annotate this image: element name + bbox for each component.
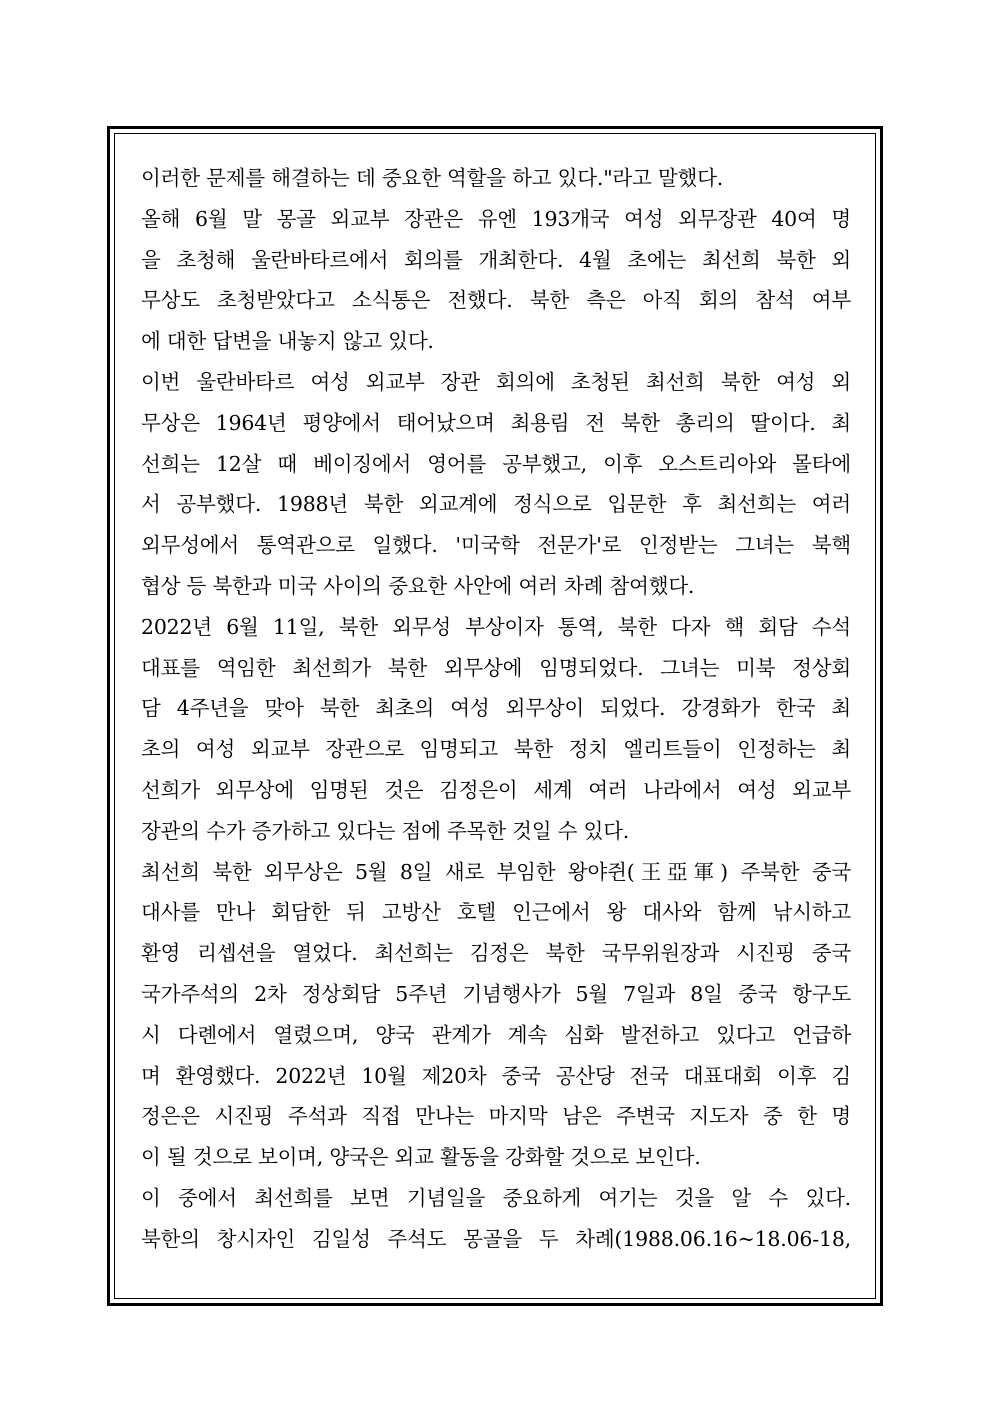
text-line: 대사를 만나 회담한 뒤 고방산 호텔 인근에서 왕 대사와 함께 낚시하고 — [141, 900, 851, 925]
text-line: 국가주석의 2차 정상회담 5주년 기념행사가 5월 7일과 8일 중국 항구도 — [141, 981, 851, 1006]
text-line: 무상은 1964년 평양에서 태어났으며 최용림 전 북한 총리의 딸이다. 최 — [141, 410, 851, 435]
document-body — [141, 158, 851, 1260]
text-line: 대표를 역임한 최선희가 북한 외무상에 임명되었다. 그녀는 미북 정상회 — [141, 655, 851, 680]
text-line: 시 다롄에서 열렸으며, 양국 관계가 계속 심화 발전하고 있다고 언급하 — [141, 1022, 851, 1047]
text-line: 외무성에서 통역관으로 일했다. '미국학 전문가'로 인정받는 그녀는 북핵 — [141, 533, 851, 558]
text-line: 선희가 외무상에 임명된 것은 김정은이 세계 여러 나라에서 여성 외교부 — [141, 777, 851, 802]
text-line: 북한의 창시자인 김일성 주석도 몽골을 두 차례(1988.06.16~18.06-18, — [141, 1226, 851, 1251]
text-line: 2022년 6월 11일, 북한 외무성 부상이자 통역, 북한 다자 핵 회담 수석 — [141, 614, 851, 639]
text-line: 이러한 문제를 해결하는 데 중요한 역할을 하고 있다."라고 말했다. — [141, 166, 724, 190]
text-line: 초의 여성 외교부 장관으로 임명되고 북한 정치 엘리트들이 인정하는 최 — [141, 737, 851, 762]
text-line: 에 대한 답변을 내놓지 않고 있다. — [141, 329, 434, 354]
text-line: 최선희 북한 외무상은 5월 8일 새로 부임한 왕야쥔(王亞軍) 주북한 중국 — [141, 859, 851, 884]
text-line: 이번 울란바타르 여성 외교부 장관 회의에 초청된 최선희 북한 여성 외 — [141, 369, 851, 394]
text-line: 올해 6월 말 몽골 외교부 장관은 유엔 193개국 여성 외무장관 40여 명 — [141, 206, 851, 231]
text-line: 무상도 초청받았다고 소식통은 전했다. 북한 측은 아직 회의 참석 여부 — [141, 288, 851, 313]
text-line: 담 4주년을 맞아 북한 최초의 여성 외무상이 되었다. 강경화가 한국 최 — [141, 696, 851, 721]
text-line: 며 환영했다. 2022년 10월 제20차 중국 공산당 전국 대표대회 이후 김 — [141, 1063, 851, 1088]
text-line: 선희는 12살 때 베이징에서 영어를 공부했고, 이후 오스트리아와 몰타에 — [141, 451, 851, 476]
text-line: 협상 등 북한과 미국 사이의 중요한 사안에 여러 차례 참여했다. — [141, 573, 695, 598]
text-line: 서 공부했다. 1988년 북한 외교계에 정식으로 입문한 후 최선희는 여러 — [141, 492, 851, 517]
text-line: 이 중에서 최선희를 보면 기념일을 중요하게 여기는 것을 알 수 있다. — [141, 1185, 851, 1210]
text-line: 을 초청해 울란바타르에서 회의를 개최한다. 4월 초에는 최선희 북한 외 — [141, 247, 851, 272]
text-line: 이 될 것으로 보이며, 양국은 외교 활동을 강화할 것으로 보인다. — [141, 1145, 701, 1170]
text-line: 정은은 시진핑 주석과 직접 만나는 마지막 남은 주변국 지도자 중 한 명 — [141, 1104, 851, 1129]
text-line: 장관의 수가 증가하고 있다는 점에 주목한 것일 수 있다. — [141, 818, 630, 843]
text-line: 환영 리셉션을 열었다. 최선희는 김정은 북한 국무위원장과 시진핑 중국 — [141, 941, 851, 966]
